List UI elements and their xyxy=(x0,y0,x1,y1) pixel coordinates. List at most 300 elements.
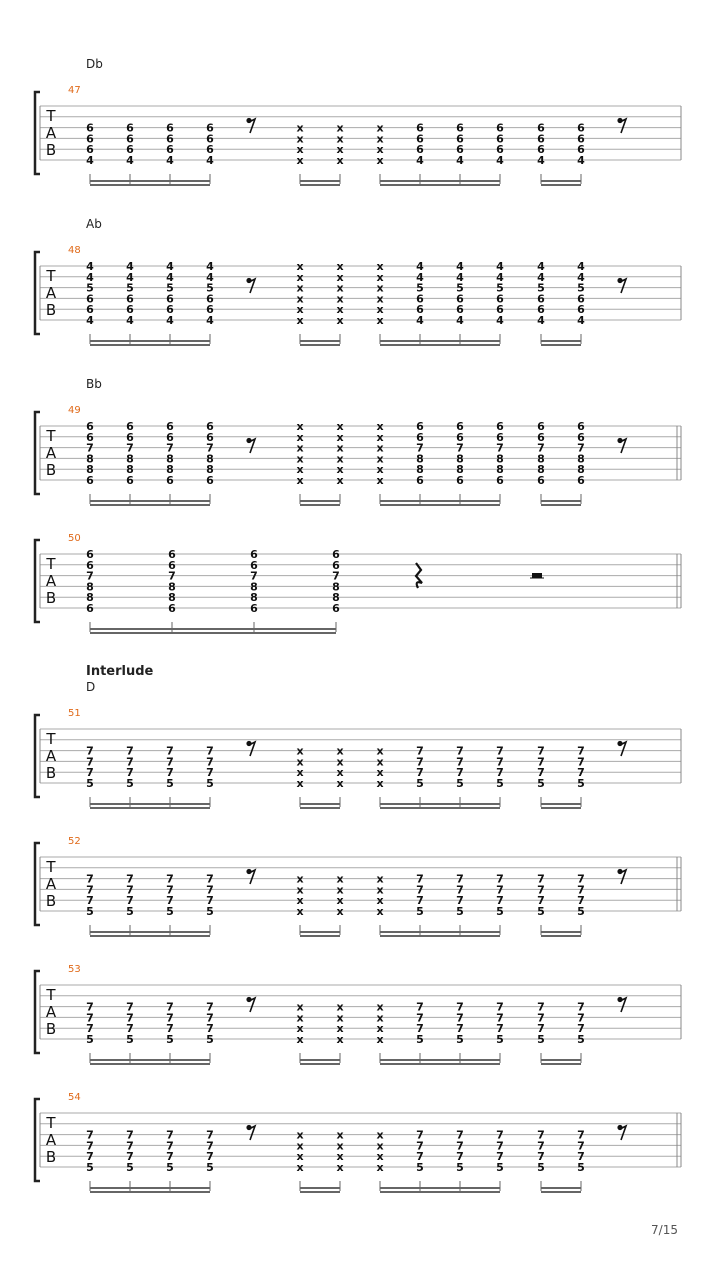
tab-clef-letter: A xyxy=(45,124,57,142)
fret-number: 7 xyxy=(166,755,174,769)
measure-number: 48 xyxy=(68,245,81,256)
fret-number: 8 xyxy=(577,463,585,477)
fret-number: 7 xyxy=(537,1000,545,1014)
fret-number: 7 xyxy=(456,441,464,455)
eighth-rest xyxy=(617,278,626,293)
eighth-rest xyxy=(246,741,255,756)
dead-note: x xyxy=(376,314,384,327)
dead-note: x xyxy=(336,463,344,477)
dead-note: x xyxy=(296,452,304,466)
fret-number: 7 xyxy=(496,1128,504,1142)
fret-number: 7 xyxy=(416,1022,424,1036)
dead-note: x xyxy=(296,281,304,295)
eighth-rest xyxy=(246,869,255,884)
fret-number: 7 xyxy=(166,1139,174,1153)
eighth-rest xyxy=(617,997,626,1012)
dead-note: x xyxy=(296,314,304,327)
fret-number: 6 xyxy=(537,303,545,317)
tab-clef-letter: T xyxy=(46,730,56,748)
fret-number: 6 xyxy=(416,292,424,306)
fret-number: 5 xyxy=(577,1161,585,1174)
eighth-rest xyxy=(246,118,255,133)
fret-number: 7 xyxy=(456,766,464,780)
dead-note: x xyxy=(376,1139,384,1153)
dead-note: x xyxy=(336,292,344,306)
fret-number: 8 xyxy=(332,591,340,605)
fret-number: 7 xyxy=(577,755,585,769)
eighth-rest xyxy=(246,438,255,453)
fret-number: 6 xyxy=(126,430,134,444)
tab-clef-letter: T xyxy=(46,1114,56,1132)
dead-note: x xyxy=(376,292,384,306)
measure-number: 50 xyxy=(68,533,81,544)
fret-number: 6 xyxy=(577,474,585,487)
fret-number: 5 xyxy=(456,905,464,918)
fret-number: 5 xyxy=(577,281,585,295)
dead-note: x xyxy=(336,883,344,897)
fret-number: 4 xyxy=(456,270,464,284)
fret-number: 8 xyxy=(166,463,174,477)
fret-number: 6 xyxy=(537,132,545,146)
fret-number: 7 xyxy=(166,766,174,780)
fret-number: 5 xyxy=(537,281,545,295)
fret-number: 5 xyxy=(496,905,504,918)
fret-number: 7 xyxy=(86,1139,94,1153)
eighth-rest xyxy=(246,1125,255,1140)
fret-number: 7 xyxy=(86,569,94,583)
dead-note: x xyxy=(376,281,384,295)
fret-number: 4 xyxy=(206,314,214,327)
fret-number: 5 xyxy=(537,1033,545,1046)
fret-number: 4 xyxy=(496,154,504,167)
fret-number: 6 xyxy=(206,303,214,317)
tab-clef-letter: A xyxy=(45,747,57,765)
fret-number: 7 xyxy=(250,569,258,583)
dead-note: x xyxy=(376,1000,384,1014)
dead-note: x xyxy=(296,441,304,455)
tab-clef-letter: B xyxy=(45,141,57,159)
dead-note: x xyxy=(336,281,344,295)
chord-name: Ab xyxy=(86,217,102,231)
dead-note: x xyxy=(296,121,304,135)
tab-clef-letter: A xyxy=(45,284,57,302)
dead-note: x xyxy=(296,744,304,758)
fret-number: 6 xyxy=(126,420,134,433)
fret-number: 4 xyxy=(456,314,464,327)
fret-number: 5 xyxy=(166,777,174,790)
fret-number: 7 xyxy=(206,441,214,455)
fret-number: 7 xyxy=(126,1139,134,1153)
fret-number: 5 xyxy=(126,777,134,790)
dead-note: x xyxy=(336,766,344,780)
fret-number: 7 xyxy=(126,744,134,758)
fret-number: 6 xyxy=(456,292,464,306)
fret-number: 5 xyxy=(416,1033,424,1046)
tab-system xyxy=(35,533,681,633)
dead-note: x xyxy=(376,872,384,886)
fret-number: 4 xyxy=(456,154,464,167)
tab-system xyxy=(35,217,681,345)
fret-number: 7 xyxy=(456,744,464,758)
dead-note: x xyxy=(336,1161,344,1174)
fret-number: 4 xyxy=(416,314,424,327)
chord-name: Db xyxy=(86,57,103,71)
dead-note: x xyxy=(296,154,304,167)
tab-system xyxy=(35,377,681,505)
dead-note: x xyxy=(376,452,384,466)
fret-number: 6 xyxy=(166,121,174,135)
fret-number: 7 xyxy=(577,1000,585,1014)
fret-number: 6 xyxy=(250,548,258,561)
fret-number: 6 xyxy=(206,143,214,157)
fret-number: 7 xyxy=(537,872,545,886)
fret-number: 5 xyxy=(416,1161,424,1174)
fret-number: 7 xyxy=(456,1139,464,1153)
dead-note: x xyxy=(336,132,344,146)
fret-number: 4 xyxy=(577,260,585,273)
dead-note: x xyxy=(336,1150,344,1164)
fret-number: 6 xyxy=(537,420,545,433)
fret-number: 7 xyxy=(577,1150,585,1164)
fret-number: 6 xyxy=(496,420,504,433)
dead-note: x xyxy=(376,744,384,758)
fret-number: 4 xyxy=(166,260,174,273)
dead-note: x xyxy=(296,1150,304,1164)
fret-number: 4 xyxy=(416,260,424,273)
fret-number: 4 xyxy=(577,154,585,167)
fret-number: 6 xyxy=(332,548,340,561)
system-bracket xyxy=(35,843,40,925)
dead-note: x xyxy=(296,1000,304,1014)
fret-number: 5 xyxy=(537,905,545,918)
tab-clef-letter: B xyxy=(45,589,57,607)
fret-number: 6 xyxy=(496,132,504,146)
fret-number: 6 xyxy=(168,558,176,572)
fret-number: 7 xyxy=(496,755,504,769)
fret-number: 8 xyxy=(168,591,176,605)
fret-number: 7 xyxy=(456,1022,464,1036)
dead-note: x xyxy=(376,1128,384,1142)
fret-number: 5 xyxy=(126,905,134,918)
fret-number: 4 xyxy=(206,270,214,284)
fret-number: 7 xyxy=(126,1011,134,1025)
fret-number: 6 xyxy=(416,420,424,433)
dead-note: x xyxy=(376,474,384,487)
fret-number: 8 xyxy=(126,452,134,466)
fret-number: 7 xyxy=(577,1128,585,1142)
dead-note: x xyxy=(336,777,344,790)
fret-number: 7 xyxy=(456,1150,464,1164)
dead-note: x xyxy=(296,1161,304,1174)
fret-number: 7 xyxy=(577,744,585,758)
fret-number: 5 xyxy=(577,905,585,918)
fret-number: 7 xyxy=(126,883,134,897)
dead-note: x xyxy=(376,303,384,317)
fret-number: 7 xyxy=(126,1150,134,1164)
fret-number: 6 xyxy=(496,474,504,487)
fret-number: 7 xyxy=(416,1128,424,1142)
fret-number: 4 xyxy=(206,260,214,273)
fret-number: 7 xyxy=(496,1022,504,1036)
fret-number: 4 xyxy=(126,260,134,273)
tab-clef-letter: A xyxy=(45,875,57,893)
dead-note: x xyxy=(336,755,344,769)
fret-number: 4 xyxy=(456,260,464,273)
fret-number: 6 xyxy=(206,474,214,487)
dead-note: x xyxy=(336,744,344,758)
fret-number: 6 xyxy=(496,121,504,135)
eighth-rest xyxy=(617,869,626,884)
fret-number: 7 xyxy=(537,1022,545,1036)
tab-clef-letter: T xyxy=(46,267,56,285)
fret-number: 6 xyxy=(86,474,94,487)
fret-number: 5 xyxy=(166,1033,174,1046)
fret-number: 6 xyxy=(86,121,94,135)
dead-note: x xyxy=(336,872,344,886)
tab-clef-letter: B xyxy=(45,1148,57,1166)
dead-note: x xyxy=(376,1150,384,1164)
fret-number: 5 xyxy=(577,1033,585,1046)
fret-number: 6 xyxy=(86,303,94,317)
fret-number: 5 xyxy=(496,1161,504,1174)
tab-clef-letter: A xyxy=(45,572,57,590)
fret-number: 6 xyxy=(250,558,258,572)
tab-clef-letter: A xyxy=(45,1131,57,1149)
fret-number: 6 xyxy=(168,548,176,561)
fret-number: 7 xyxy=(496,894,504,908)
fret-number: 6 xyxy=(537,143,545,157)
fret-number: 6 xyxy=(166,430,174,444)
fret-number: 6 xyxy=(456,474,464,487)
fret-number: 7 xyxy=(577,441,585,455)
fret-number: 6 xyxy=(456,430,464,444)
fret-number: 4 xyxy=(537,270,545,284)
fret-number: 7 xyxy=(206,1011,214,1025)
fret-number: 8 xyxy=(332,580,340,594)
dead-note: x xyxy=(296,270,304,284)
fret-number: 6 xyxy=(86,132,94,146)
fret-number: 6 xyxy=(537,474,545,487)
dead-note: x xyxy=(376,1161,384,1174)
fret-number: 8 xyxy=(86,463,94,477)
fret-number: 7 xyxy=(206,1139,214,1153)
fret-number: 6 xyxy=(332,602,340,615)
fret-number: 7 xyxy=(416,872,424,886)
tab-clef-letter: B xyxy=(45,301,57,319)
eighth-rest xyxy=(617,741,626,756)
fret-number: 8 xyxy=(166,452,174,466)
fret-number: 6 xyxy=(126,474,134,487)
dead-note: x xyxy=(296,303,304,317)
dead-note: x xyxy=(336,121,344,135)
dead-note: x xyxy=(296,1022,304,1036)
fret-number: 7 xyxy=(577,1139,585,1153)
fret-number: 6 xyxy=(577,132,585,146)
fret-number: 7 xyxy=(496,1000,504,1014)
fret-number: 4 xyxy=(86,260,94,273)
fret-number: 4 xyxy=(86,270,94,284)
fret-number: 5 xyxy=(206,905,214,918)
dead-note: x xyxy=(336,1022,344,1036)
fret-number: 7 xyxy=(416,883,424,897)
dead-note: x xyxy=(376,132,384,146)
measure-number: 47 xyxy=(68,85,81,96)
fret-number: 6 xyxy=(456,132,464,146)
eighth-rest xyxy=(617,1125,626,1140)
fret-number: 6 xyxy=(166,143,174,157)
dead-note: x xyxy=(296,872,304,886)
fret-number: 5 xyxy=(416,905,424,918)
fret-number: 7 xyxy=(496,441,504,455)
dead-note: x xyxy=(336,1139,344,1153)
fret-number: 8 xyxy=(537,452,545,466)
fret-number: 7 xyxy=(537,1128,545,1142)
fret-number: 7 xyxy=(496,744,504,758)
dead-note: x xyxy=(296,1033,304,1046)
fret-number: 5 xyxy=(166,905,174,918)
fret-number: 6 xyxy=(456,121,464,135)
fret-number: 5 xyxy=(456,1033,464,1046)
fret-number: 7 xyxy=(166,883,174,897)
measure-number: 53 xyxy=(68,964,81,975)
eighth-rest xyxy=(246,278,255,293)
fret-number: 4 xyxy=(496,260,504,273)
fret-number: 7 xyxy=(416,441,424,455)
fret-number: 6 xyxy=(168,602,176,615)
fret-number: 6 xyxy=(166,303,174,317)
fret-number: 7 xyxy=(126,441,134,455)
page-number: 7/15 xyxy=(651,1223,678,1237)
fret-number: 4 xyxy=(126,154,134,167)
fret-number: 6 xyxy=(577,292,585,306)
dead-note: x xyxy=(376,1022,384,1036)
fret-number: 7 xyxy=(416,766,424,780)
fret-number: 4 xyxy=(496,270,504,284)
fret-number: 4 xyxy=(166,154,174,167)
system-bracket xyxy=(35,540,40,622)
fret-number: 7 xyxy=(206,1000,214,1014)
fret-number: 8 xyxy=(456,452,464,466)
fret-number: 8 xyxy=(250,591,258,605)
dead-note: x xyxy=(376,430,384,444)
tab-clef-letter: B xyxy=(45,892,57,910)
dead-note: x xyxy=(376,883,384,897)
system-bracket xyxy=(35,971,40,1053)
dead-note: x xyxy=(296,905,304,918)
fret-number: 7 xyxy=(166,872,174,886)
fret-number: 6 xyxy=(496,143,504,157)
dead-note: x xyxy=(336,441,344,455)
fret-number: 6 xyxy=(577,420,585,433)
fret-number: 4 xyxy=(166,270,174,284)
dead-note: x xyxy=(296,1128,304,1142)
tab-system xyxy=(35,57,681,185)
tab-clef-letter: B xyxy=(45,1020,57,1038)
eighth-rest xyxy=(246,997,255,1012)
fret-number: 7 xyxy=(166,1011,174,1025)
fret-number: 5 xyxy=(206,281,214,295)
tab-clef-letter: T xyxy=(46,427,56,445)
fret-number: 6 xyxy=(537,292,545,306)
fret-number: 7 xyxy=(416,1011,424,1025)
measure-number: 51 xyxy=(68,708,81,719)
fret-number: 7 xyxy=(86,766,94,780)
fret-number: 8 xyxy=(577,452,585,466)
fret-number: 6 xyxy=(166,292,174,306)
system-bracket xyxy=(35,715,40,797)
fret-number: 7 xyxy=(416,894,424,908)
fret-number: 7 xyxy=(86,872,94,886)
fret-number: 5 xyxy=(86,1033,94,1046)
fret-number: 7 xyxy=(166,441,174,455)
fret-number: 7 xyxy=(126,872,134,886)
fret-number: 7 xyxy=(206,872,214,886)
fret-number: 8 xyxy=(206,452,214,466)
fret-number: 7 xyxy=(577,872,585,886)
fret-number: 5 xyxy=(166,281,174,295)
system-bracket xyxy=(35,1099,40,1181)
fret-number: 6 xyxy=(86,292,94,306)
dead-note: x xyxy=(376,441,384,455)
dead-note: x xyxy=(376,463,384,477)
fret-number: 6 xyxy=(496,303,504,317)
fret-number: 5 xyxy=(126,281,134,295)
dead-note: x xyxy=(336,303,344,317)
dead-note: x xyxy=(296,292,304,306)
dead-note: x xyxy=(296,474,304,487)
fret-number: 6 xyxy=(577,121,585,135)
tab-system xyxy=(35,664,681,808)
fret-number: 7 xyxy=(126,894,134,908)
fret-number: 7 xyxy=(496,1139,504,1153)
fret-number: 7 xyxy=(86,1011,94,1025)
dead-note: x xyxy=(296,777,304,790)
fret-number: 8 xyxy=(496,452,504,466)
system-bracket xyxy=(35,92,40,174)
measure-number: 54 xyxy=(68,1092,81,1103)
dead-note: x xyxy=(296,1011,304,1025)
half-rest xyxy=(532,573,542,578)
dead-note: x xyxy=(376,154,384,167)
fret-number: 5 xyxy=(537,1161,545,1174)
fret-number: 5 xyxy=(86,1161,94,1174)
eighth-rest xyxy=(617,438,626,453)
fret-number: 7 xyxy=(537,883,545,897)
fret-number: 6 xyxy=(86,558,94,572)
fret-number: 5 xyxy=(537,777,545,790)
fret-number: 4 xyxy=(166,314,174,327)
fret-number: 6 xyxy=(416,143,424,157)
fret-number: 7 xyxy=(456,872,464,886)
fret-number: 7 xyxy=(206,755,214,769)
dead-note: x xyxy=(336,452,344,466)
fret-number: 6 xyxy=(332,558,340,572)
fret-number: 4 xyxy=(577,314,585,327)
dead-note: x xyxy=(296,420,304,433)
fret-number: 5 xyxy=(86,777,94,790)
eighth-rest xyxy=(617,118,626,133)
dead-note: x xyxy=(336,420,344,433)
system-bracket xyxy=(35,252,40,334)
dead-note: x xyxy=(376,894,384,908)
fret-number: 7 xyxy=(537,766,545,780)
dead-note: x xyxy=(376,905,384,918)
fret-number: 7 xyxy=(166,1022,174,1036)
fret-number: 8 xyxy=(86,580,94,594)
fret-number: 5 xyxy=(166,1161,174,1174)
fret-number: 7 xyxy=(496,1011,504,1025)
fret-number: 5 xyxy=(206,1161,214,1174)
